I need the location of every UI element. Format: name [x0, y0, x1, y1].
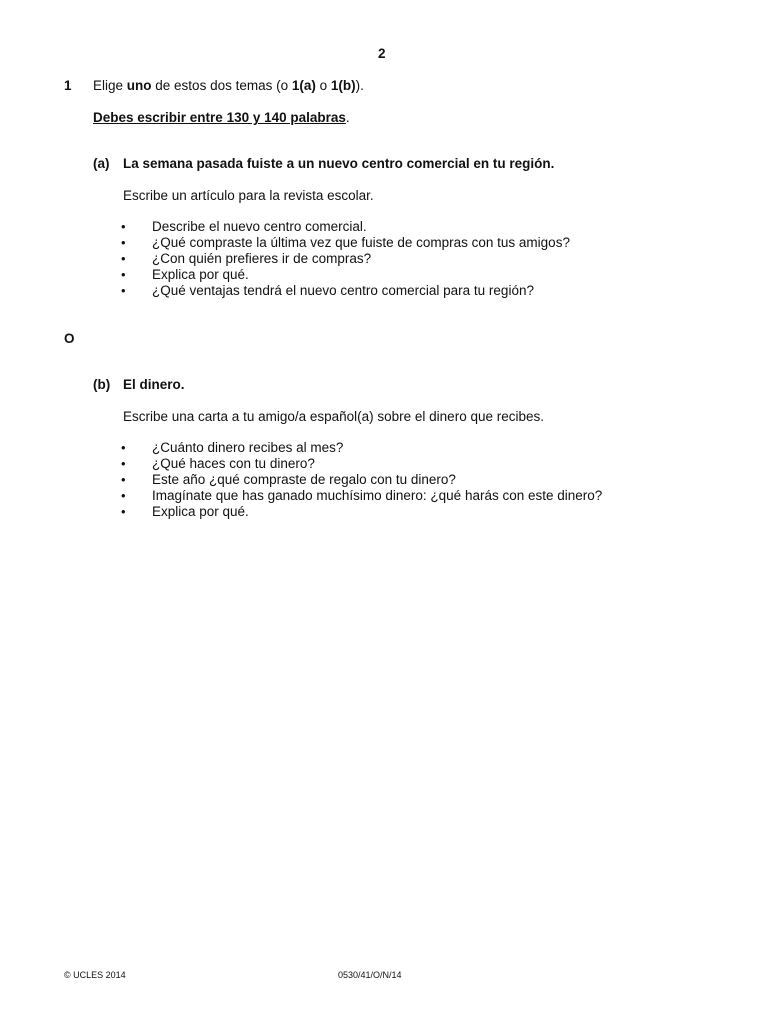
bullet-icon: • — [121, 267, 126, 282]
instruction-emphasis: uno — [126, 78, 152, 93]
footer-copyright: © UCLES 2014 — [64, 970, 126, 980]
list-item-text: Explica por qué. — [152, 267, 249, 282]
question-number: 1 — [64, 78, 72, 93]
list-item-text: Este año ¿qué compraste de regalo con tu dinero? — [152, 472, 456, 487]
part-b-task: Escribe una carta a tu amigo/a español(a) sobre el dinero que recibes. — [123, 409, 544, 424]
bullet-icon: • — [121, 456, 126, 471]
bullet-icon: • — [121, 283, 126, 298]
question-instruction — [93, 78, 364, 93]
instruction-text: ). — [355, 78, 364, 93]
list-item-text: ¿Qué ventajas tendrá el nuevo centro comercial para tu región? — [152, 283, 534, 298]
page-number: 2 — [378, 46, 386, 61]
part-b-title: El dinero. — [123, 377, 185, 392]
part-a-title: La semana pasada fuiste a un nuevo centro comercial en tu región. — [123, 156, 555, 171]
bullet-icon: • — [121, 488, 126, 503]
list-item-text: Imagínate que has ganado muchísimo dinero: ¿qué harás con este dinero? — [152, 488, 603, 503]
part-a-task: Escribe un artículo para la revista escolar. — [123, 188, 374, 203]
bullet-icon: • — [121, 251, 126, 266]
option-b-ref: 1(b) — [330, 78, 356, 93]
word-limit-text: Debes escribir entre 130 y 140 palabras — [93, 110, 346, 125]
bullet-icon: • — [121, 472, 126, 487]
instruction-text: de estos dos temas (o — [151, 78, 292, 93]
list-item-text: ¿Qué compraste la última vez que fuiste de compras con tus amigos? — [152, 235, 570, 250]
bullet-icon: • — [121, 504, 126, 519]
list-item-text: Explica por qué. — [152, 504, 249, 519]
instruction-text: Elige — [93, 78, 127, 93]
part-a-label: (a) — [93, 156, 110, 171]
part-b-label: (b) — [93, 377, 111, 392]
instruction-text: o — [315, 78, 331, 93]
list-item-text: ¿Qué haces con tu dinero? — [152, 456, 315, 471]
footer-paper-code: 0530/41/O/N/14 — [338, 970, 402, 980]
word-limit-period: . — [345, 110, 350, 125]
option-a-ref: 1(a) — [291, 78, 316, 93]
list-item-text: Describe el nuevo centro comercial. — [152, 219, 367, 234]
list-item-text: ¿Con quién prefieres ir de compras? — [152, 251, 372, 266]
bullet-icon: • — [121, 235, 126, 250]
list-item-text: ¿Cuánto dinero recibes al mes? — [152, 440, 344, 455]
bullet-icon: • — [121, 219, 126, 234]
word-limit-instruction — [93, 110, 350, 125]
or-separator: O — [64, 331, 75, 346]
bullet-icon: • — [121, 440, 126, 455]
